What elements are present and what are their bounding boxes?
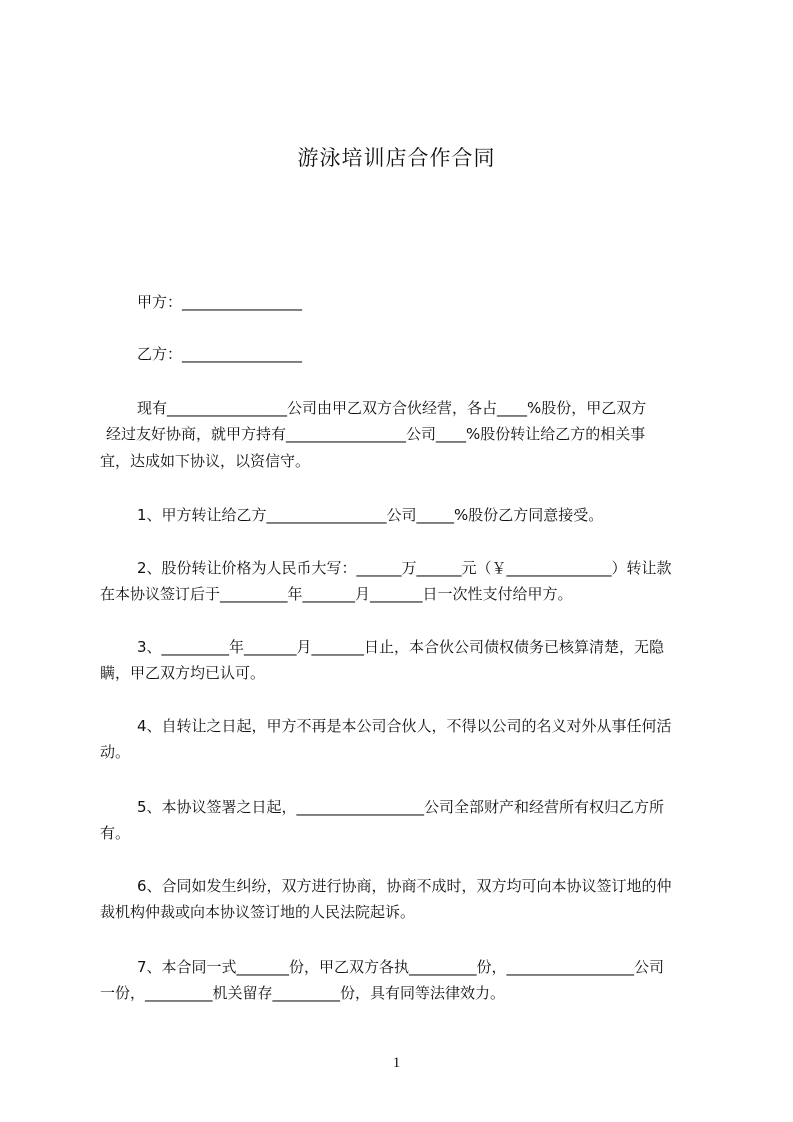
clause-line: 在本协议签订后于_________年_______月_______日一次性支付给甲方。 bbox=[100, 585, 573, 603]
clause-line: 4、自转让之日起，甲方不再是本公司合伙人，不得以公司的名义对外从事任何活 bbox=[137, 717, 672, 735]
party-b-line: 乙方：________________ bbox=[137, 345, 303, 363]
intro-line: 现有________________公司由甲乙双方合伙经营，各占____%股份，甲乙双方 bbox=[137, 399, 647, 417]
clause-line: 瞒，甲乙双方均已认可。 bbox=[100, 664, 266, 682]
party-a-line: 甲方：________________ bbox=[137, 293, 303, 311]
page-number: 1 bbox=[392, 1055, 401, 1071]
clause-line: 3、_________年_______月_______日止，本合伙公司债权债务已核算清楚，无隐 bbox=[137, 638, 665, 656]
document-title: 游泳培训店合作合同 bbox=[297, 146, 496, 170]
clause-line: 有。 bbox=[100, 824, 131, 842]
clause-line: 1、甲方转让给乙方________________公司_____%股份乙方同意接受。 bbox=[137, 506, 604, 524]
clause-line: 7、本合同一式_______份，甲乙双方各执_________份，_________________公司 bbox=[137, 958, 665, 976]
intro-line: 经过友好协商，就甲方持有________________公司____%股份转让给乙方的相关事 bbox=[106, 425, 646, 443]
clause-line: 一份，_________机关留存_________份，具有同等法律效力。 bbox=[100, 984, 506, 1002]
intro-line: 宜，达成如下协议，以资信守。 bbox=[100, 452, 311, 470]
clause-line: 6、合同如发生纠纷，双方进行协商，协商不成时，双方均可向本协议签订地的仲 bbox=[137, 877, 672, 895]
clause-line: 动。 bbox=[100, 743, 131, 761]
clause-line: 裁机构仲裁或向本协议签订地的人民法院起诉。 bbox=[100, 903, 416, 921]
clause-line: 5、本协议签署之日起，_________________公司全部财产和经营所有权归乙方所 bbox=[137, 798, 665, 816]
clause-line: 2、股份转让价格为人民币大写：______万______元（￥______________）转让款 bbox=[137, 559, 672, 577]
